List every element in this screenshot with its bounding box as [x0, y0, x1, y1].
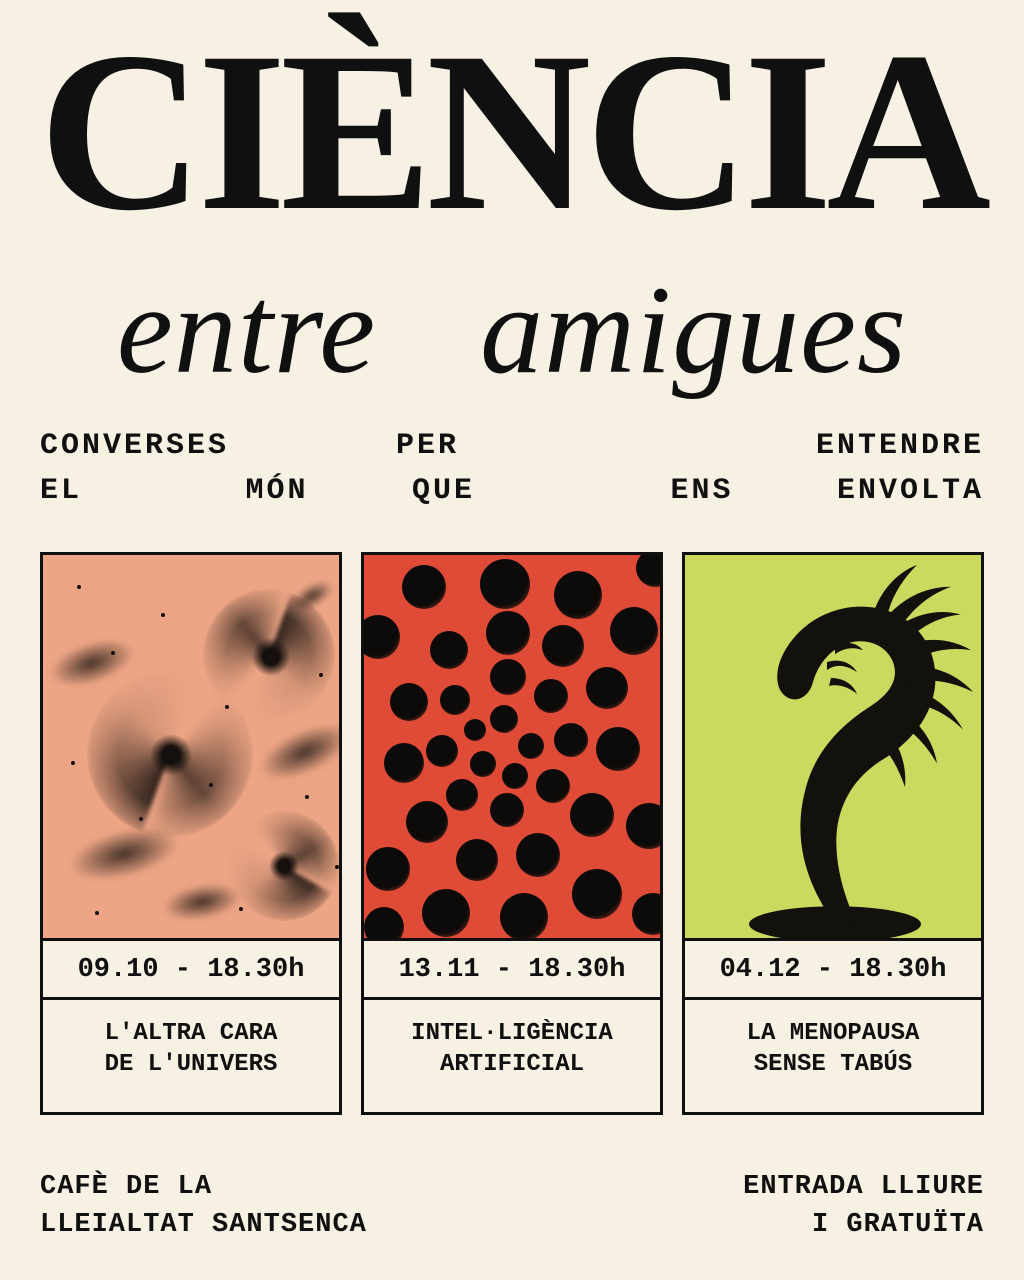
tagline-row-1	[40, 424, 984, 469]
title-script-word-1: entre	[116, 261, 377, 400]
figure-flower-artwork	[685, 555, 981, 941]
title-script-word-2: amigues	[480, 261, 908, 400]
spiral-dot	[490, 705, 518, 733]
star-speck	[319, 673, 323, 677]
star-speck	[111, 651, 115, 655]
spiral-dot	[570, 793, 614, 837]
figure-silhouette-icon	[685, 555, 981, 938]
spiral-dot	[534, 679, 568, 713]
spiral-dot	[626, 803, 660, 849]
entry-line-2: I GRATUÏTA	[811, 1210, 984, 1241]
spiral-dot	[426, 735, 458, 767]
event-title	[43, 1000, 339, 1112]
tagline-word-el: EL	[40, 474, 83, 508]
spiral-dot	[486, 611, 530, 655]
venue-line-2: LLEIALTAT SANTSENCA	[40, 1210, 367, 1241]
spiral-dot	[554, 723, 588, 757]
spiral-dot	[480, 559, 530, 609]
spiral-dot	[536, 769, 570, 803]
event-title-line-1: INTEL·LIGÈNCIA	[411, 1020, 613, 1047]
event-card-list	[40, 552, 984, 1115]
star-speck	[161, 613, 165, 617]
star-speck	[335, 865, 339, 869]
spiral-dot	[464, 719, 486, 741]
spiral-dot	[586, 667, 628, 709]
spiral-dot	[572, 869, 622, 919]
poster-footer	[40, 1168, 984, 1245]
spiral-dot	[406, 801, 448, 843]
venue-info	[40, 1168, 367, 1245]
entry-info	[743, 1168, 984, 1245]
spiral-core-icon	[267, 849, 301, 883]
star-speck	[95, 911, 99, 915]
entry-line-1: ENTRADA LLIURE	[743, 1172, 984, 1202]
spiral-dot	[456, 839, 498, 881]
star-speck	[239, 907, 243, 911]
tagline-word-que: QUE	[411, 474, 475, 508]
star-speck	[77, 585, 81, 589]
spiral-dot	[490, 659, 526, 695]
tagline-word-mon: MÓN	[245, 474, 309, 508]
dust-smudge	[161, 878, 244, 925]
spiral-dot	[440, 685, 470, 715]
spiral-dot	[402, 565, 446, 609]
tagline-word-per: PER	[395, 429, 459, 463]
event-date: 04.12 - 18.30h	[685, 941, 981, 1000]
tagline-word-ens: ENS	[670, 474, 734, 508]
spiral-dot	[596, 727, 640, 771]
galaxy-spirals-artwork	[43, 555, 339, 941]
star-speck	[209, 783, 213, 787]
star-speck	[225, 705, 229, 709]
event-date: 13.11 - 18.30h	[364, 941, 660, 1000]
event-title-line-2: DE L'UNIVERS	[104, 1051, 278, 1079]
spiral-dot	[446, 779, 478, 811]
spiral-dot	[500, 893, 548, 941]
spiral-dot	[516, 833, 560, 877]
tagline-word-envolta: ENVOLTA	[836, 474, 984, 508]
spiral-core-icon	[249, 635, 293, 679]
event-date: 09.10 - 18.30h	[43, 941, 339, 1000]
spiral-dot	[632, 893, 660, 935]
spiral-dot	[390, 683, 428, 721]
poster-subtitle-script	[0, 261, 1024, 400]
spiral-dot	[470, 751, 496, 777]
spiral-dot	[364, 615, 400, 659]
event-title-line-2: SENSE TABÚS	[753, 1051, 913, 1079]
spiral-dot	[366, 847, 410, 891]
event-card[interactable]	[682, 552, 984, 1115]
spiral-dot	[542, 625, 584, 667]
spiral-dot	[636, 555, 660, 587]
star-speck	[305, 795, 309, 799]
spiral-core-icon	[147, 731, 195, 779]
event-title	[364, 1000, 660, 1112]
tagline-row-2	[40, 469, 984, 514]
spiral-dot	[430, 631, 468, 669]
event-title	[685, 1000, 981, 1112]
spiral-dot	[364, 907, 404, 941]
spiral-dot	[502, 763, 528, 789]
event-card[interactable]	[361, 552, 663, 1115]
event-card[interactable]	[40, 552, 342, 1115]
star-speck	[139, 817, 143, 821]
star-speck	[71, 761, 75, 765]
spiral-dot	[422, 889, 470, 937]
event-title-line-1: L'ALTRA CARA	[104, 1020, 278, 1047]
poster-title: CIÈNCIA	[38, 6, 986, 258]
spiral-dot	[384, 743, 424, 783]
spiral-dot	[490, 793, 524, 827]
dot-spiral-artwork	[364, 555, 660, 941]
venue-line-1: CAFÈ DE LA	[40, 1172, 213, 1202]
spiral-dot	[554, 571, 602, 619]
tagline-word-converses: CONVERSES	[40, 429, 230, 463]
poster-tagline	[40, 424, 984, 514]
event-title-line-2: ARTIFICIAL	[439, 1051, 585, 1079]
event-title-line-1: LA MENOPAUSA	[746, 1020, 920, 1047]
spiral-dot	[518, 733, 544, 759]
spiral-dot	[610, 607, 658, 655]
dust-smudge	[253, 713, 339, 790]
tagline-word-entendre: ENTENDRE	[815, 429, 984, 463]
